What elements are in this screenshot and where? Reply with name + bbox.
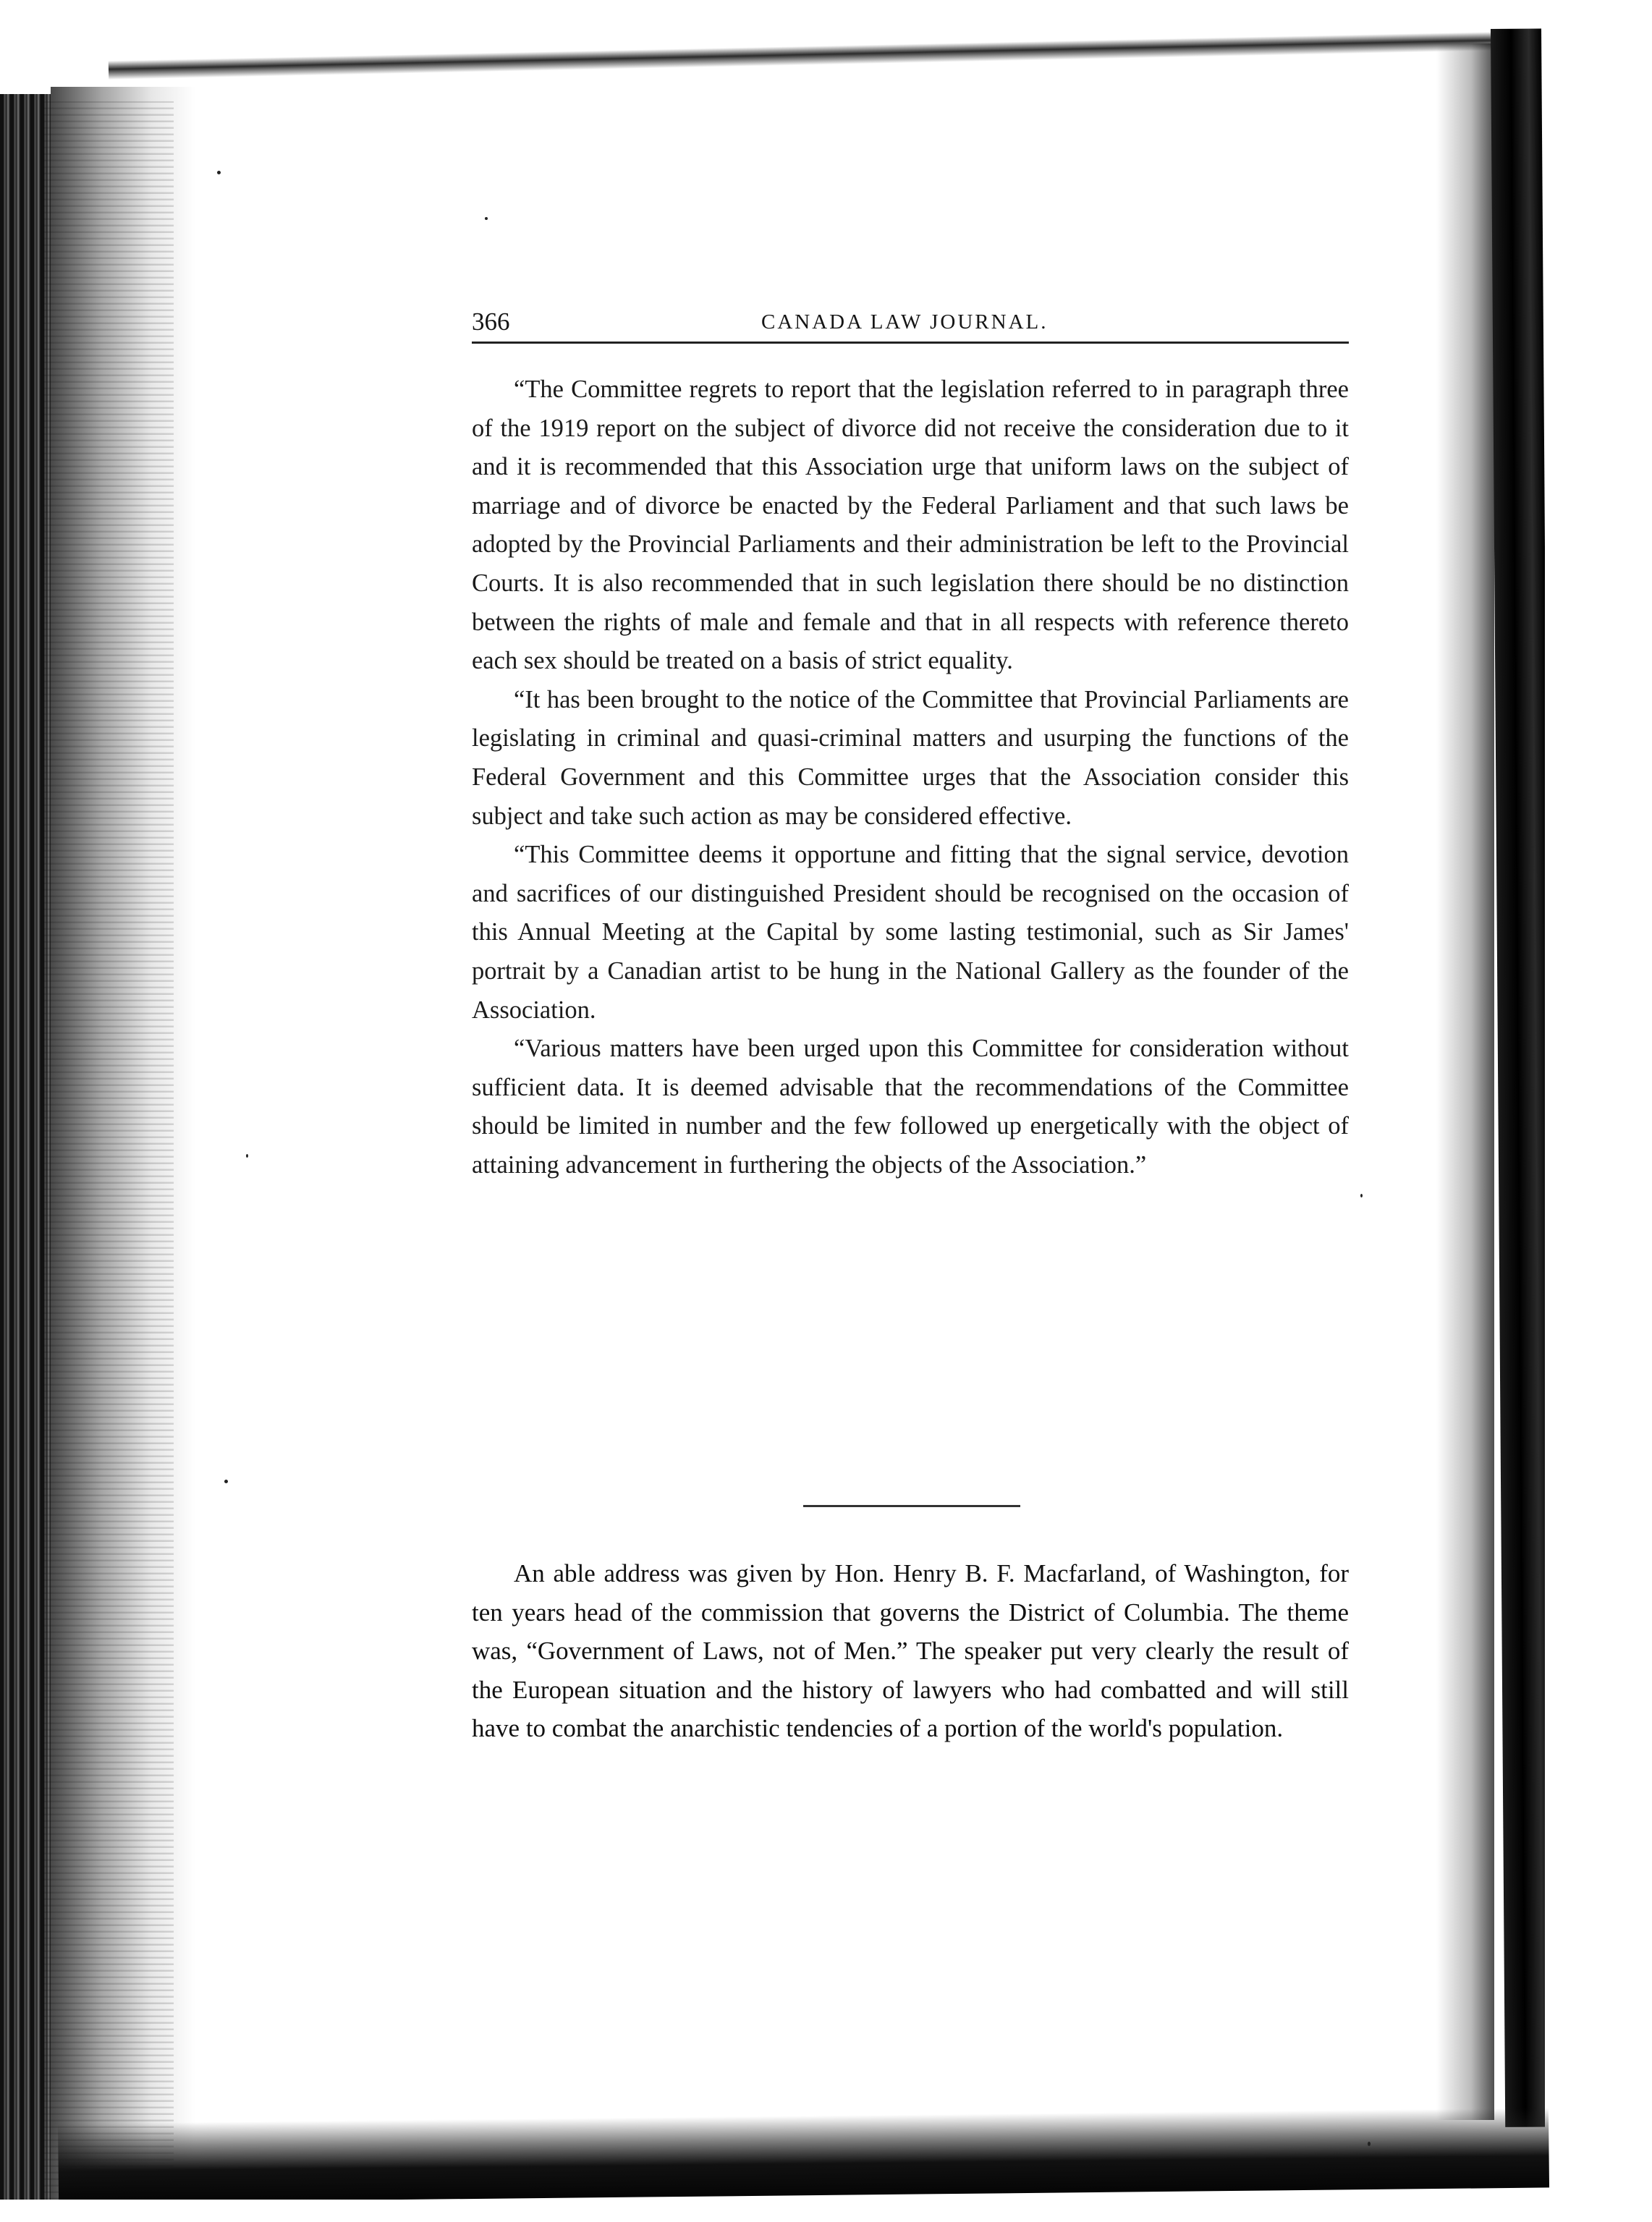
committee-report	[472, 370, 1349, 1184]
scan-bottom-edge	[58, 2108, 1549, 2203]
page-number: 366	[472, 308, 510, 336]
scan-right-shadow	[1436, 43, 1494, 2120]
paragraph-provincial-legislation: “It has been brought to the notice of the Committee that Provincial Parliaments are legislating in criminal and quasi-criminal matters and usurping the functions of the Federal Government and this Committee urges that the Association consider this subject and take such action as may be considered effective.	[472, 685, 1349, 830]
dust-speck	[1360, 1194, 1363, 1197]
scan-left-grain	[43, 101, 174, 2200]
dust-speck	[224, 1480, 228, 1483]
paragraph-address: An able address was given by Hon. Henry B. F. Macfarland, of Washington, for ten years head of the commission that governs the District of Columbia. The theme was, “Government of Laws, not of Men.” The speaker put very clearly the result of the European situation and the history of lawyers who had combatted and will still have to combat the anarchistic tendencies of a portion of the world's population.	[472, 1559, 1349, 1743]
dust-speck	[217, 171, 221, 174]
section-divider	[803, 1505, 1020, 1507]
running-head: CANADA LAW JOURNAL.	[761, 310, 1049, 334]
dust-speck	[485, 217, 488, 220]
paragraph-various-matters: “Various matters have been urged upon this Committee for consideration without sufficient data. It is deemed advisable that the recommendations of the Committee should be limited in number and the few followed up energetically with the object of attaining advancement in furthering the objects of the Association.”	[472, 1035, 1349, 1179]
dust-speck	[1368, 2142, 1371, 2146]
page-header	[472, 308, 1349, 336]
header-rule	[472, 342, 1349, 344]
scan-bottom-margin	[0, 2200, 1652, 2222]
paragraph-divorce: “The Committee regrets to report that the legislation referred to in paragraph three of the 1919 report on the subject of divorce did not receive the consideration due to it and it is recommended that this Association urge that uniform laws on the subject of marriage and of divorce be enacted by the Federal Parliament and that such laws be adopted by the Provincial Parliaments and their administration be left to the Provincial Courts. It is also recommended that in such legislation there should be no distinction between the rights of male and female and that in all respects with reference thereto each sex should be treated on a basis of strict equality.	[472, 376, 1349, 675]
address-section	[472, 1554, 1349, 1748]
dust-speck	[246, 1154, 248, 1158]
paragraph-testimonial: “This Committee deems it opportune and fitting that the signal service, devotion and sacrifices of our distinguished President should be recognised on the occasion of this Annual Meeting at the Capital by some lasting testimonial, such as Sir James' portrait by a Canadian artist to be hung in the National Gallery as the founder of the Association.	[472, 841, 1349, 1024]
scan-right-margin	[1545, 0, 1652, 2222]
